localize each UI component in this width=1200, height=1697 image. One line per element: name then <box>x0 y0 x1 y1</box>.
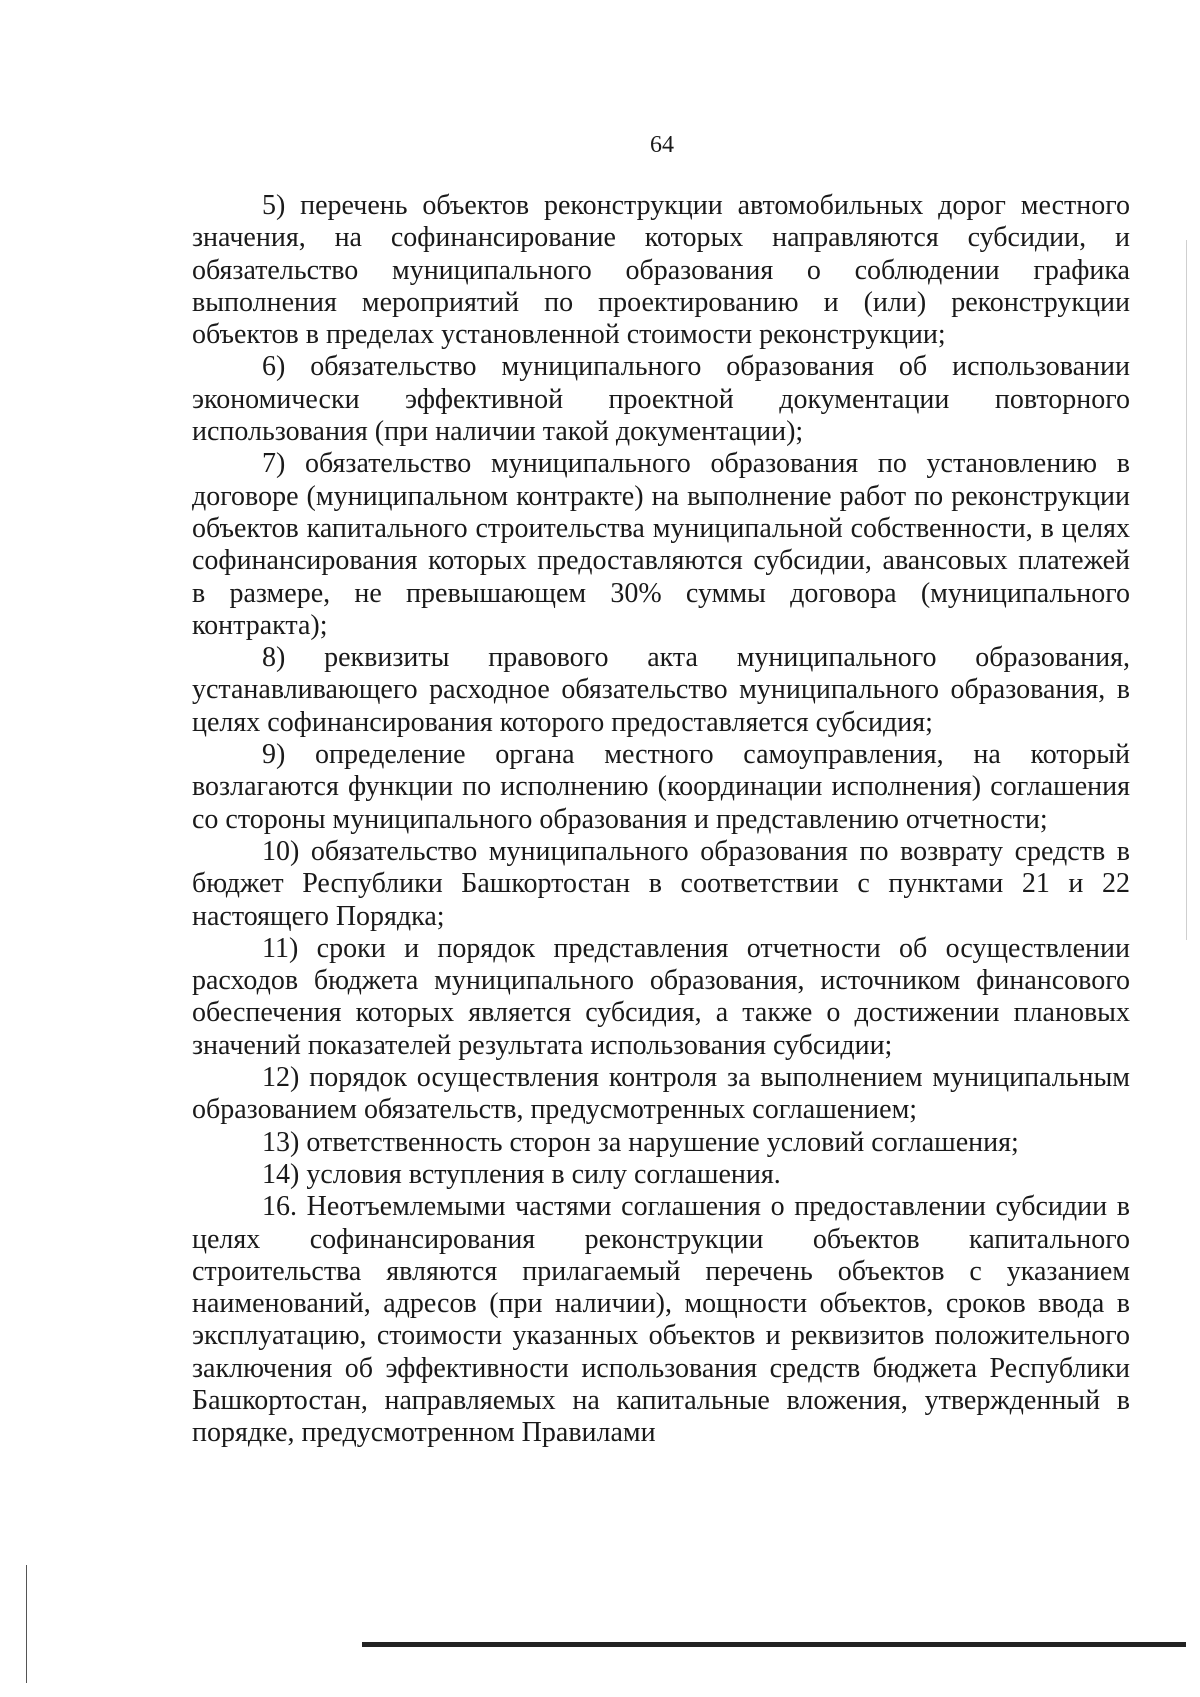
list-item-9: 9) определение органа местного самоуправления, на который возлагаются функции по исполнению (координации исполнения) соглашения со стороны муниципального образования и представлению отчетности; <box>192 739 1130 835</box>
list-item-7: 7) обязательство муниципального образования по установлению в договоре (муниципальном контракте) на выполнение работ по реконструкции объектов капитального строительства муниципальной собственности, в целях софинансирования которых предоставляются субсидии, авансовых платежей в размере, не превышающем 30% суммы договора (муниципального контракта); <box>192 448 1130 641</box>
list-item-6: 6) обязательство муниципального образования об использовании экономически эффективной проектной документации повторного использования (при наличии такой документации); <box>192 351 1130 448</box>
section-16-paragraph: 16. Неотъемлемыми частями соглашения о предоставлении субсидии в целях софинансирования реконструкции объектов капитального строительства являются прилагаемый перечень объектов с указанием наименований, адресов (при наличии), мощности объектов, сроков ввода в эксплуатацию, стоимости указанных объектов и реквизитов положительного заключения об эффективности использования средств бюджета Республики Башкортостан, направляемых на капитальные вложения, утвержденный в порядке, предусмотренном Правилами <box>192 1191 1130 1449</box>
list-item-13: 13) ответственность сторон за нарушение условий соглашения; <box>262 1126 1019 1158</box>
page-number: 64 <box>650 132 674 158</box>
scan-artifact-left-line <box>26 1565 27 1683</box>
document-body <box>192 190 1130 1450</box>
list-item-14: 14) условия вступления в силу соглашения. <box>262 1158 781 1190</box>
list-item-10: 10) обязательство муниципального образования по возврату средств в бюджет Республики Башкортостан в соответствии с пунктами 21 и 22 настоящего Порядка; <box>192 835 1130 932</box>
scan-artifact-bottom-line <box>362 1642 1186 1647</box>
list-item-11: 11) сроки и порядок представления отчетности об осуществлении расходов бюджета муниципального образования, источником финансового обеспечения которых является субсидия, а также о достижении плановых значений показателей результата использования субсидии; <box>192 932 1130 1061</box>
list-item-5: 5) перечень объектов реконструкции автомобильных дорог местного значения, на софинансирование которых направляются субсидии, и обязательство муниципального образования о соблюдении графика выполнения мероприятий по проектированию и (или) реконструкции объектов в пределах установленной стоимости реконструкции; <box>192 190 1130 351</box>
list-item-8: 8) реквизиты правового акта муниципального образования, устанавливающего расходное обязательство муниципального образования, в целях софинансирования которого предоставляется субсидия; <box>192 642 1130 738</box>
scan-artifact-right-line <box>1186 240 1187 940</box>
list-item-12: 12) порядок осуществления контроля за выполнением муниципальным образованием обязательств, предусмотренных соглашением; <box>192 1062 1130 1126</box>
